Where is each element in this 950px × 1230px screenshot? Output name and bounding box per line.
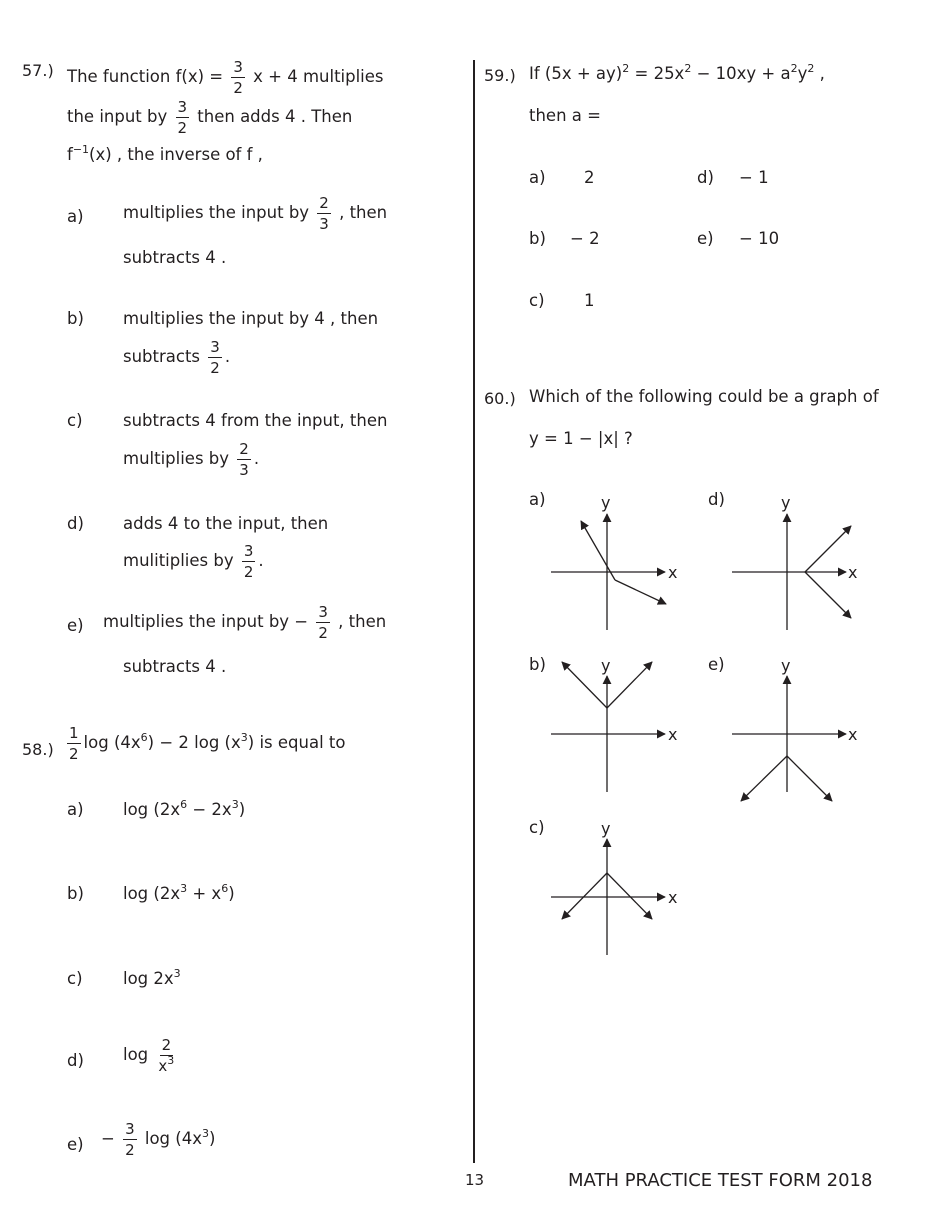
option-label: b): [529, 229, 546, 248]
q58-stem: $\frac{1}{2}$ $\log (4x^6) - 2$ $\log (x^3)$ is equal to: [69, 724, 346, 763]
q57-option-c-line1: subtracts 4 from the input, then: [123, 411, 388, 430]
q59-option-b-value: − 2: [570, 229, 600, 248]
option-label: b): [529, 655, 546, 674]
graph-line-right: [607, 662, 652, 708]
y-axis-label: y: [601, 493, 611, 512]
graph-b: [540, 653, 685, 798]
x-axis-label: x: [668, 563, 678, 582]
q57-option-b-line2: subtracts $\frac{3}{2}$ .: [123, 338, 231, 377]
q57-option-b-line1: multiplies the input by 4 , then: [123, 309, 379, 328]
q58-option-e: − $\frac{3}{2}$ $\log (4x^3)$: [101, 1120, 216, 1159]
option-label: e): [708, 655, 725, 674]
option-label: a): [529, 490, 546, 509]
q59-option-e-value: − 10: [739, 229, 780, 248]
q58-option-b: $\log (2x^3 + x^6)$: [123, 882, 235, 903]
x-axis-label: x: [848, 563, 858, 582]
fraction: $\frac{2}{3}$: [239, 440, 249, 479]
fraction: $\frac{3}{2}$: [125, 1120, 135, 1159]
fraction: $\frac{1}{2}$: [69, 724, 79, 763]
option-label: d): [708, 490, 725, 509]
footer-title: MATH PRACTICE TEST FORM 2018: [568, 1170, 873, 1191]
fraction: $\frac{2}{x^3}$: [158, 1036, 175, 1075]
q59-stem-line2: then a =: [529, 106, 601, 125]
option-label: a): [67, 800, 84, 819]
q57-stem-line3: $f^{-1}(x)$ , the inverse of f ,: [67, 143, 263, 164]
option-label: c): [529, 818, 545, 837]
q60-stem-line1: Which of the following could be a graph of: [529, 387, 879, 406]
graph-line-left: [562, 873, 607, 919]
question-number: 60.): [484, 389, 516, 408]
option-label: e): [67, 616, 84, 635]
graph-line-left: [741, 756, 787, 801]
fraction: $\frac{3}{2}$: [210, 338, 220, 377]
q58-option-c: $\log 2x^3$: [123, 967, 181, 988]
option-label: c): [529, 291, 545, 310]
graph-line-upper: [805, 526, 851, 572]
page-number: 13: [465, 1171, 485, 1189]
question-number: 58.): [22, 740, 54, 759]
fraction: $\frac{3}{2}$: [243, 542, 254, 581]
option-label: e): [67, 1135, 84, 1154]
option-label: c): [67, 969, 83, 988]
q57-stem-line2: the input by $\frac{3}{2}$ then adds 4 . Then: [67, 98, 353, 137]
q57-option-a-line1: multiplies the input by $\frac{2}{3}$ , then: [123, 194, 388, 233]
option-label: d): [697, 168, 714, 187]
graph-c: [540, 816, 685, 961]
option-label: d): [67, 514, 84, 533]
option-label: b): [67, 884, 84, 903]
q57-stem-line1: The function f(x) = $\frac{3}{2}$ x + 4 multiplies: [67, 58, 384, 97]
option-label: b): [67, 309, 84, 328]
graph-line-right: [787, 756, 832, 801]
question-number: 59.): [484, 66, 516, 85]
column-divider: [473, 60, 475, 1163]
y-axis-label: y: [601, 819, 611, 838]
q57-option-e-line1: multiplies the input by − $\frac{3}{2}$ , then: [103, 603, 387, 642]
fraction: $\frac{3}{2}$: [233, 58, 243, 97]
y-axis-label: y: [781, 493, 791, 512]
option-label: d): [67, 1051, 84, 1070]
q57-option-d-line2: mulitiplies by $\frac{3}{2}$ .: [123, 542, 264, 581]
q57-option-a-line2: subtracts 4 .: [123, 248, 227, 267]
option-label: a): [529, 168, 546, 187]
graph-a: [540, 490, 685, 635]
q60-stem-line2: y = 1 − |x| ?: [529, 429, 633, 448]
option-label: a): [67, 207, 84, 226]
x-axis-label: x: [668, 888, 678, 907]
y-axis-label: y: [601, 656, 611, 675]
option-label: c): [67, 411, 83, 430]
q59-option-a-value: 2: [584, 168, 595, 187]
x-axis-label: x: [668, 725, 678, 744]
graph-d: [721, 490, 866, 635]
fraction: $\frac{3}{2}$: [318, 603, 328, 642]
q57-option-c-line2: multiplies by $\frac{2}{3}$ .: [123, 440, 260, 479]
graph-line-lower: [805, 572, 851, 618]
q57-option-d-line1: adds 4 to the input, then: [123, 514, 329, 533]
q58-option-d: log $\frac{2}{x^3}$: [123, 1036, 175, 1075]
y-axis-label: y: [781, 656, 791, 675]
x-axis-label: x: [848, 725, 858, 744]
question-number: 57.): [22, 61, 54, 80]
graph-e: [721, 653, 866, 808]
q59-stem-line1: If $(5x + ay)^2 = 25x^2 - 10xy + a^2y^2$ ,: [529, 62, 825, 83]
graph-line-left: [581, 521, 615, 580]
graph-line-right: [615, 580, 666, 604]
option-label: e): [697, 229, 714, 248]
fraction: $\frac{2}{3}$: [319, 194, 329, 233]
q59-option-c-value: 1: [584, 291, 595, 310]
q57-option-e-line2: subtracts 4 .: [123, 657, 227, 676]
fraction: $\frac{3}{2}$: [177, 98, 188, 137]
q58-option-a: $\log (2x^6 - 2x^3)$: [123, 798, 246, 819]
graph-line-right: [607, 873, 652, 919]
q59-option-d-value: − 1: [739, 168, 769, 187]
